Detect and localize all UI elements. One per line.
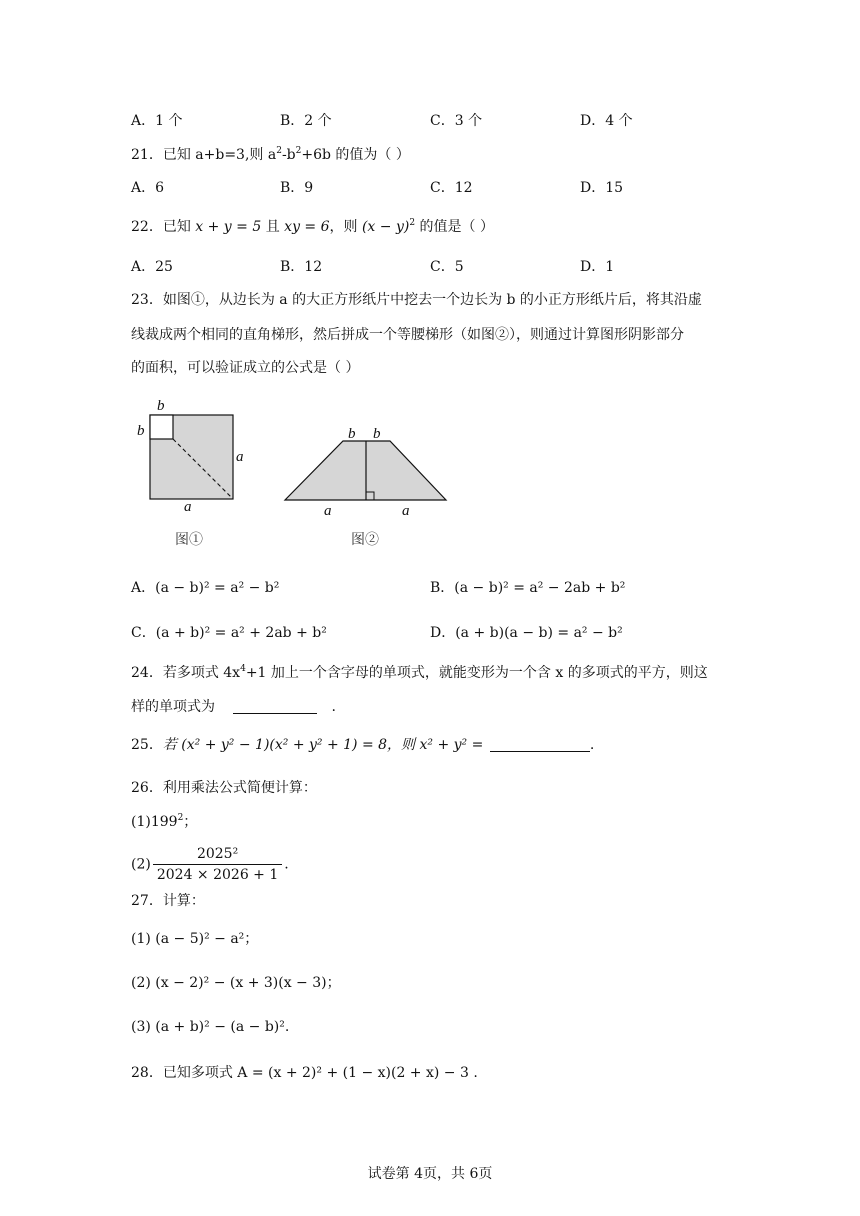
q24-line1: 24．若多项式 $4x^4+1$ 加上一个含字母的单项式，就能变形为一个含 x 的多项式的平方，则这: [131, 664, 708, 681]
figure-2-caption: 图②: [351, 532, 379, 548]
fig1-label-b-top: b: [157, 398, 165, 414]
fig2-label-b-right: b: [373, 426, 381, 442]
fig1-label-a-right: a: [236, 449, 244, 465]
q23-option-a: A．(a − b)² = a² − b²: [131, 580, 280, 596]
q25-answer-blank[interactable]: [490, 751, 590, 752]
q28-stem: 28．已知多项式 A = (x + 2)² + (1 − x)(2 + x) − 3 .: [131, 1065, 478, 1081]
q21-option-b: B．9: [280, 180, 314, 196]
q26-part2: (2) $\frac{\text{2025²}}{2024 \times 2026 + 1}$ .: [131, 846, 289, 883]
fig2-label-b-left: b: [348, 426, 356, 442]
q27-part2: (2) (x − 2)² − (x + 3)(x − 3)；: [131, 975, 341, 991]
q21-stem: 21．已知 a+b=3,则 $a^2-b^2+6b$ 的值为（ ）: [131, 146, 410, 163]
q27-part3: (3) (a + b)² − (a − b)².: [131, 1019, 290, 1035]
q23-option-d: D．(a + b)(a − b) = a² − b²: [430, 625, 623, 641]
figure-1-caption: 图①: [175, 532, 203, 548]
figure-1-square: [128, 395, 258, 520]
q27-title: 27．计算：: [131, 893, 205, 909]
q20-option-d: D．4 个: [580, 113, 633, 129]
fig1-label-a-bottom: a: [184, 499, 192, 515]
fig2-label-a-right: a: [402, 503, 410, 519]
q23-line3: 的面积，可以验证成立的公式是（ ）: [131, 360, 360, 376]
q26-part1: $(1)199^2$；: [131, 813, 198, 830]
q22-option-b: B．12: [280, 259, 323, 275]
q22-option-d: D．1: [580, 259, 615, 275]
q23-line2: 线裁成两个相同的直角梯形，然后拼成一个等腰梯形（如图②），则通过计算图形阴影部分: [131, 327, 684, 343]
q21-option-c: C．12: [430, 180, 473, 196]
q23-option-b: B．(a − b)² = a² − 2ab + b²: [430, 580, 626, 596]
q22-option-a: A．25: [131, 259, 173, 275]
q21-option-a: A．6: [131, 180, 165, 196]
q20-option-c: C．3 个: [430, 113, 483, 129]
q20-option-a: A．1 个: [131, 113, 183, 129]
q27-part1: (1) (a − 5)² − a²；: [131, 931, 259, 947]
fig1-label-b-left: b: [137, 423, 145, 439]
q23-option-c: C．(a + b)² = a² + 2ab + b²: [131, 625, 327, 641]
fig2-label-a-left: a: [324, 503, 332, 519]
q21-option-d: D．15: [580, 180, 624, 196]
q26-title: 26．利用乘法公式简便计算：: [131, 780, 317, 796]
q25-stem: 25．若 (x² + y² − 1)(x² + y² + 1) = 8，则 x² + y² = .: [131, 737, 595, 753]
q24-line2: 样的单项式为 .: [131, 699, 336, 715]
q23-line1: 23．如图①，从边长为 a 的大正方形纸片中挖去一个边长为 b 的小正方形纸片后，将其沿虚: [131, 292, 702, 308]
q24-answer-blank[interactable]: [233, 713, 317, 714]
q22-option-c: C．5: [430, 259, 464, 275]
q20-option-b: B．2 个: [280, 113, 332, 129]
page-footer: 试卷第 4页，共 6页: [367, 1166, 493, 1182]
figure-2-trapezoid: [280, 420, 455, 520]
q26-fraction: $\frac{\text{2025²}}{2024 \times 2026 + 1}$: [153, 845, 282, 884]
q22-stem: 22．已知 x + y = 5 且 xy = 6，则 $(x - y)^2$ 的值是（ ）: [131, 218, 494, 235]
